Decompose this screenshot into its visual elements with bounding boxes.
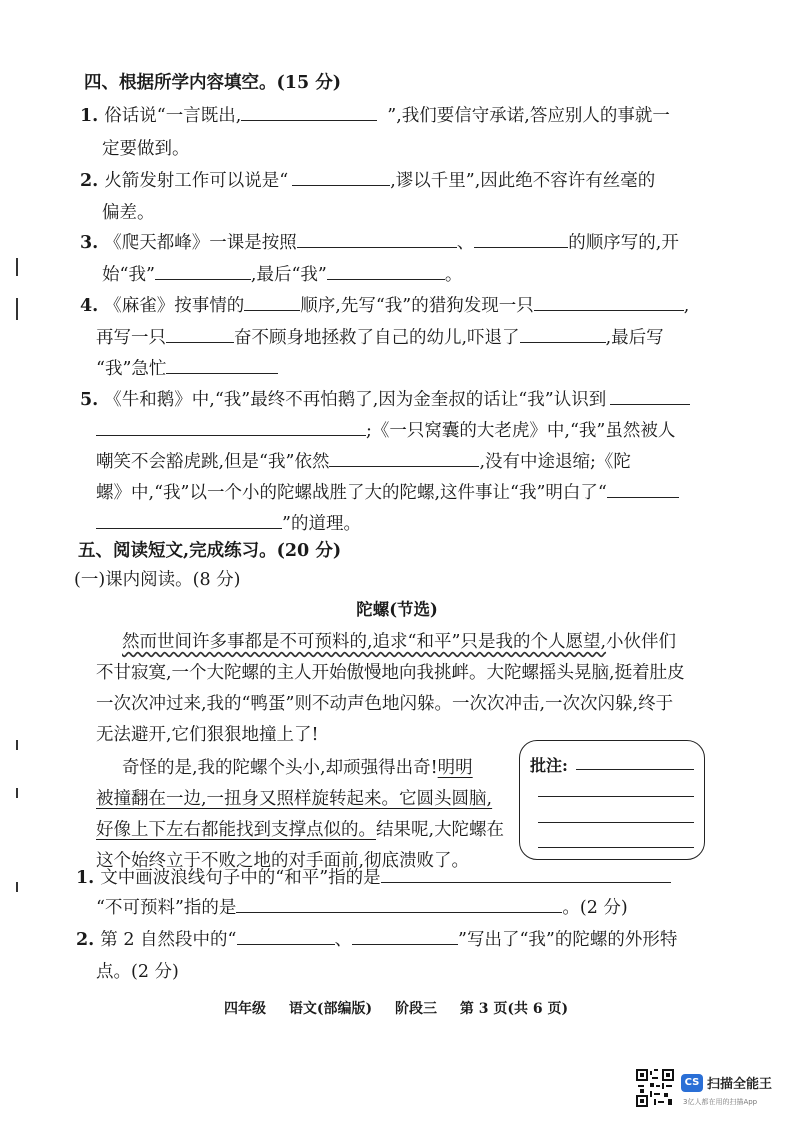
question-text: 。 <box>444 265 463 285</box>
scan-edge-mark <box>16 740 18 750</box>
section-5-heading: 五、阅读短文,完成练习。(20 分) <box>78 541 342 561</box>
question-text: 《爬天都峰》一课是按照 <box>104 233 297 253</box>
question-text: , <box>683 296 690 316</box>
question-text: ”写出了“我”的陀螺的外形特 <box>458 930 678 950</box>
answer-blank[interactable] <box>474 231 568 248</box>
question-4-4-line-1 <box>80 293 689 319</box>
question-4-5-line-2 <box>96 418 675 444</box>
answer-blank[interactable] <box>327 263 445 280</box>
footer-page-number: 第 3 页(共 6 页) <box>459 1001 569 1017</box>
section-4-heading: 四、根据所学内容填空。(15 分) <box>84 73 342 93</box>
question-4-5-line-4 <box>96 480 679 506</box>
question-text: 《牛和鹅》中,“我”最终不再怕鹅了,因为金奎叔的话让“我”认识到 <box>104 390 607 410</box>
passage-p1-line-2: 不甘寂寞,一个大陀螺的主人开始傲慢地向我挑衅。大陀螺摇头晃脑,挺着肚皮 <box>96 663 685 683</box>
passage-title: 陀螺(节选) <box>356 600 438 619</box>
scan-edge-mark <box>16 298 18 320</box>
underlined-text: 明明 <box>437 758 473 778</box>
question-text: 火箭发射工作可以说是“ <box>104 171 289 191</box>
answer-blank[interactable] <box>241 104 377 121</box>
question-text: ”,我们要信守承诺,答应别人的事就一 <box>387 106 670 126</box>
cs-logo-icon: CS <box>681 1074 703 1092</box>
annotation-writing-line[interactable] <box>576 769 694 770</box>
question-4-4-line-2 <box>96 325 664 351</box>
question-text: 第 2 自然段中的“ <box>100 930 237 950</box>
answer-blank[interactable] <box>237 928 335 945</box>
passage-p1-line-3: 一次次冲过来,我的“鸭蛋”则不动声色地闪躲。一次次冲击,一次次闪躲,终于 <box>96 694 674 714</box>
passage-p1-line-1 <box>122 629 676 655</box>
answer-blank[interactable] <box>329 450 479 467</box>
answer-blank[interactable] <box>236 896 562 913</box>
question-number: 1. <box>80 106 99 126</box>
page-footer <box>224 998 568 1018</box>
question-4-2-line-1 <box>80 168 655 194</box>
underlined-text: 好像上下左右都能找到支撑点似的。 <box>96 820 376 840</box>
annotation-box[interactable] <box>519 740 705 860</box>
answer-blank[interactable] <box>96 512 282 529</box>
question-text: ;《一只窝囊的大老虎》中,“我”虽然被人 <box>366 421 676 441</box>
passage-text: 奇怪的是,我的陀螺个头小,却顽强得出奇! <box>122 758 438 778</box>
answer-blank[interactable] <box>381 866 671 883</box>
question-text: 的顺序写的,开 <box>568 233 679 253</box>
answer-blank[interactable] <box>244 294 300 311</box>
answer-blank[interactable] <box>607 481 679 498</box>
question-4-5-line-1 <box>80 387 690 413</box>
question-text: ,最后写 <box>605 328 664 348</box>
question-number: 4. <box>80 296 99 316</box>
answer-blank[interactable] <box>352 928 458 945</box>
question-number: 2. <box>80 171 99 191</box>
question-5-2-line-1 <box>76 927 677 953</box>
passage-p2-line-2 <box>96 786 492 812</box>
answer-blank[interactable] <box>166 326 234 343</box>
question-text: ,最后“我” <box>250 265 327 285</box>
answer-blank[interactable] <box>610 388 690 405</box>
answer-blank[interactable] <box>520 326 606 343</box>
question-4-3-line-1 <box>80 230 679 256</box>
answer-blank[interactable] <box>534 294 684 311</box>
question-5-1-line-1 <box>76 865 671 891</box>
passage-p2-line-4: 这个始终立于不败之地的对手面前,彻底溃败了。 <box>96 851 470 871</box>
scan-edge-mark <box>16 788 18 798</box>
question-text: 始“我” <box>102 265 155 285</box>
question-4-1-line-1 <box>80 103 670 129</box>
scanner-app-tagline: 3亿人都在用的扫描App <box>683 1098 758 1106</box>
question-text: 。(2 分) <box>562 898 628 918</box>
annotation-writing-line[interactable] <box>538 847 694 848</box>
section-5-subheading: (一)课内阅读。(8 分) <box>74 570 241 590</box>
footer-grade: 四年级 <box>224 1001 266 1017</box>
question-4-1-line-2: 定要做到。 <box>102 139 190 159</box>
question-4-5-line-3 <box>96 449 631 475</box>
answer-blank[interactable] <box>292 169 390 186</box>
question-4-2-line-2: 偏差。 <box>102 203 155 223</box>
qr-code-icon <box>636 1069 674 1107</box>
question-text: ,谬以千里”,因此绝不容许有丝毫的 <box>390 171 656 191</box>
footer-subject: 语文(部编版) <box>288 1001 373 1017</box>
question-text: 《麻雀》按事情的 <box>104 296 245 316</box>
question-4-5-line-5 <box>96 511 361 537</box>
scanner-app-name: 扫描全能王 <box>707 1077 773 1092</box>
question-text: ,没有中途退缩;《陀 <box>479 452 631 472</box>
answer-blank[interactable] <box>155 263 251 280</box>
passage-p2-line-3 <box>96 817 504 843</box>
question-text: 顺序,先写“我”的猎狗发现一只 <box>300 296 534 316</box>
footer-stage: 阶段三 <box>395 1001 437 1017</box>
question-text: 再写一只 <box>96 328 166 348</box>
passage-text: 结果呢,大陀螺在 <box>376 820 505 840</box>
annotation-writing-line[interactable] <box>538 822 694 823</box>
scan-edge-mark <box>16 882 18 892</box>
passage-p2-line-1 <box>122 755 473 781</box>
question-text: “不可预料”指的是 <box>96 898 237 918</box>
underlined-text: 被撞翻在一边,一扭身又照样旋转起来。它圆头圆脑, <box>96 789 493 809</box>
question-text: 奋不顾身地拯救了自己的幼儿,吓退了 <box>234 328 520 348</box>
annotation-label: 批注: <box>530 756 568 775</box>
question-text: ”的道理。 <box>282 514 361 534</box>
scan-edge-mark <box>16 258 18 276</box>
question-5-2-line-2: 点。(2 分) <box>96 962 179 982</box>
passage-text: 小伙伴们 <box>606 632 677 652</box>
question-text: 、 <box>456 233 475 253</box>
question-number: 3. <box>80 233 99 253</box>
question-text: 文中画波浪线句子中的“和平”指的是 <box>100 868 381 888</box>
question-text: “我”急忙 <box>96 359 167 379</box>
wavy-underlined-sentence: 然而世间许多事都是不可预料的,追求“和平”只是我的个人愿望, <box>122 632 607 652</box>
annotation-writing-line[interactable] <box>538 796 694 797</box>
question-text: 螺》中,“我”以一个小的陀螺战胜了大的陀螺,这件事让“我”明白了“ <box>96 483 607 503</box>
answer-blank[interactable] <box>297 231 457 248</box>
answer-blank[interactable] <box>166 357 278 374</box>
question-text: 俗话说“一言既出, <box>104 106 242 126</box>
answer-blank[interactable] <box>96 419 366 436</box>
question-number: 5. <box>80 390 99 410</box>
question-text: 嘲笑不会豁虎跳,但是“我”依然 <box>96 452 330 472</box>
question-4-3-line-2 <box>102 262 462 288</box>
question-4-4-line-3 <box>96 356 278 382</box>
question-number: 2. <box>76 930 95 950</box>
question-number: 1. <box>76 868 95 888</box>
question-5-1-line-2 <box>96 895 628 921</box>
question-text: 、 <box>334 930 352 950</box>
passage-p1-line-4: 无法避开,它们狠狠地撞上了! <box>96 725 319 745</box>
